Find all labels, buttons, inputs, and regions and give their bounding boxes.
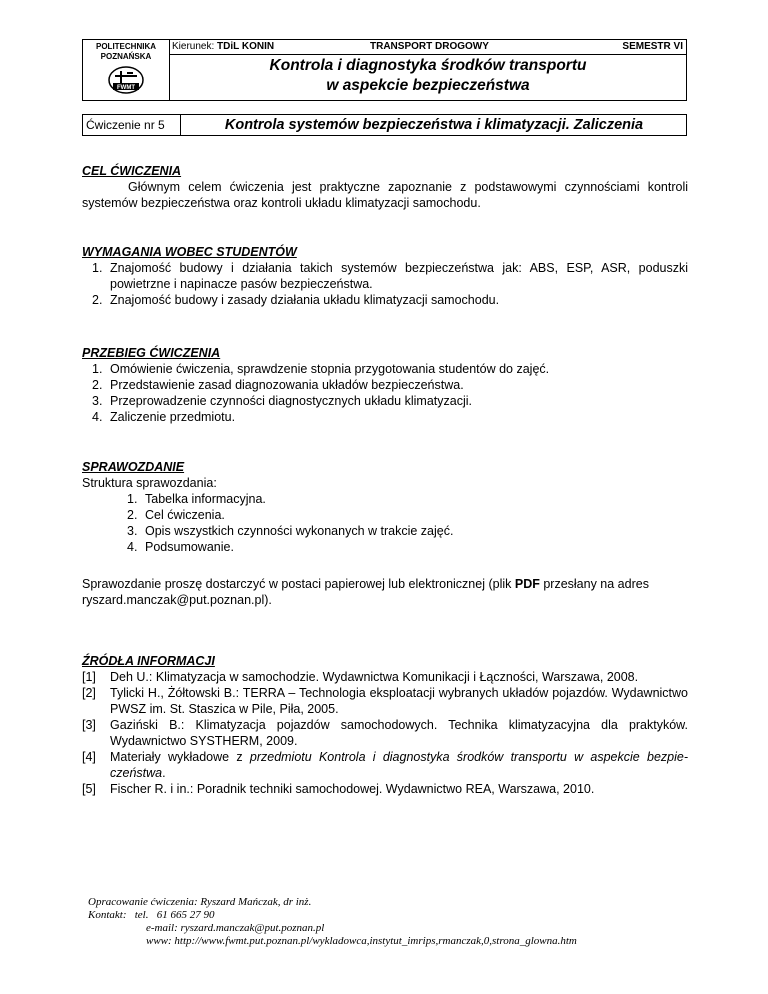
- list-item: [82, 361, 688, 377]
- delivery-address: przesłany na adres ryszard.manczak@put.poznan.pl).: [82, 577, 649, 607]
- university-name-line1: POLITECHNIKA: [96, 42, 156, 51]
- university-logo-cell: [83, 40, 170, 100]
- section-heading: SPRAWOZDANIE: [82, 460, 185, 474]
- faculty-logo-icon: [107, 65, 145, 95]
- reference-text: Deh U.: Klimatyzacja w samochodzie. Wydawnictwa Komunikacji i Łączności, Warszawa, 2008.: [110, 670, 639, 684]
- footer: [88, 896, 728, 948]
- list-text: Omówienie ćwiczenia, sprawdzenie stopnia przygotowania studentów do zajęć.: [110, 362, 550, 376]
- list-text: Podsumowanie.: [145, 540, 234, 554]
- section-heading: PRZEBIEG ĆWICZENIA: [82, 346, 221, 360]
- reference-number: [3]: [82, 718, 96, 732]
- list-number: 1.: [92, 362, 103, 376]
- list-number: 2.: [92, 293, 103, 307]
- delivery-text: Sprawozdanie proszę dostarczyć w postaci papierowej lub elektronicznej (plik: [82, 577, 515, 591]
- footer-phone: Kontakt: tel. 61 665 27 90: [88, 909, 215, 921]
- header-info-row: [170, 40, 686, 55]
- reference-item: [82, 669, 688, 685]
- exercise-number: Ćwiczenie nr 5: [83, 115, 181, 135]
- list-number: 1.: [127, 492, 138, 506]
- university-name-line2: POZNAŃSKA: [100, 52, 152, 61]
- list-text: Przeprowadzenie czynności diagnostycznych układu klimatyzacji.: [110, 394, 472, 408]
- reference-text: Gaziński B.: Klimatyzacja pojazdów samochodowych. Technika klimatyzacyjna dla praktyków. Wydawnictwo SYSTHERM, 2009.: [110, 718, 688, 748]
- section-sprawozdanie: [82, 459, 688, 608]
- delivery-paragraph: [82, 576, 688, 608]
- list-number: 2.: [127, 508, 138, 522]
- list-item: [82, 507, 688, 523]
- list-number: 1.: [92, 261, 103, 275]
- kierunek-label: Kierunek:: [172, 41, 218, 52]
- list-number: 3.: [127, 524, 138, 538]
- list-text: Cel ćwiczenia.: [145, 508, 225, 522]
- reference-item: [82, 749, 688, 781]
- reference-number: [5]: [82, 782, 96, 796]
- reference-text: Fischer R. i in.: Poradnik techniki samochodowej. Wydawnictwo REA, Warszawa, 2010.: [110, 782, 595, 796]
- university-name: [83, 42, 169, 62]
- exercise-box: [82, 114, 687, 136]
- list-item: [82, 393, 688, 409]
- course-title-line1: Kontrola i diagnostyka środków transportu: [269, 57, 587, 74]
- section-heading: ŹRÓDŁA INFORMACJI: [82, 654, 215, 668]
- semester-label: SEMESTR VI: [622, 41, 683, 52]
- list-number: 4.: [92, 410, 103, 424]
- list-text: Zaliczenie przedmiotu.: [110, 410, 236, 424]
- reference-end: .: [162, 766, 166, 780]
- course-title-line2: w aspekcie bezpieczeństwa: [326, 77, 530, 94]
- section-paragraph: Głównym celem ćwiczenia jest praktyczne zapoznanie z podstawowymi czynnościami kontroli systemów bezpieczeństwa oraz kontroli układu klimatyzacji samochodu.: [82, 180, 688, 210]
- footer-email: e-mail: ryszard.manczak@put.poznan.pl: [146, 922, 325, 934]
- section-heading: WYMAGANIA WOBEC STUDENTÓW: [82, 245, 297, 259]
- footer-www: www: http://www.fwmt.put.poznan.pl/wykladowca,instytut_imrips,rmanczak,0,strona_glowna.htm: [146, 935, 577, 947]
- specialty-label: TRANSPORT DROGOWY: [370, 41, 489, 52]
- list-item: [82, 377, 688, 393]
- list-item: [82, 292, 688, 308]
- reference-item: [82, 781, 688, 797]
- list-item: [82, 539, 688, 555]
- course-title: [170, 56, 686, 96]
- reference-item: [82, 685, 688, 717]
- reference-number: [2]: [82, 686, 96, 700]
- list-number: 3.: [92, 394, 103, 408]
- kierunek: [172, 40, 274, 54]
- reference-title: przedmiotu Kontrola i diagnostyka środków transportu w aspekcie bezpie-czeństwa: [110, 750, 688, 780]
- exercise-title: Kontrola systemów bezpieczeństwa i klimatyzacji. Zaliczenia: [224, 117, 644, 133]
- list-text: Znajomość budowy i zasady działania układu klimatyzacji samochodu.: [110, 293, 500, 307]
- reference-number: [1]: [82, 670, 96, 684]
- list-item: [82, 409, 688, 425]
- list-number: 2.: [92, 378, 103, 392]
- section-wymagania: [82, 244, 688, 308]
- logo-text: FWMT: [117, 85, 135, 91]
- list-item: [82, 523, 688, 539]
- footer-author: Opracowanie ćwiczenia: Ryszard Mańczak, dr inż.: [88, 896, 312, 908]
- section-zrodla: [82, 653, 688, 797]
- section-intro: Struktura sprawozdania:: [82, 476, 217, 490]
- reference-item: [82, 717, 688, 749]
- section-przebieg: [82, 345, 688, 425]
- section-heading: CEL ĆWICZENIA: [82, 164, 182, 178]
- list-text: Opis wszystkich czynności wykonanych w trakcie zajęć.: [145, 524, 454, 538]
- list-item: [82, 260, 688, 292]
- list-text: Znajomość budowy i działania takich systemów bezpieczeństwa jak: ABS, ESP, ASR, poduszki powietrzne i napinacze pasów bezpieczeństwa.: [110, 261, 688, 291]
- section-cel: [82, 163, 688, 211]
- list-number: 4.: [127, 540, 138, 554]
- reference-number: [4]: [82, 750, 96, 764]
- header-table: [82, 39, 687, 101]
- reference-text: Tylicki H., Żółtowski B.: TERRA – Technologia eksploatacji wybranych układów pojazdów. Wydawnictwo PWSZ im. St. Staszica w Pile, Piła, 2005.: [110, 686, 688, 716]
- list-text: Tabelka informacyjna.: [145, 492, 266, 506]
- reference-text: Materiały wykładowe z: [110, 750, 250, 764]
- list-text: Przedstawienie zasad diagnozowania układów bezpieczeństwa.: [110, 378, 464, 392]
- delivery-format: PDF: [514, 577, 540, 591]
- kierunek-value: TDiL KONIN: [217, 41, 275, 52]
- list-item: [82, 491, 688, 507]
